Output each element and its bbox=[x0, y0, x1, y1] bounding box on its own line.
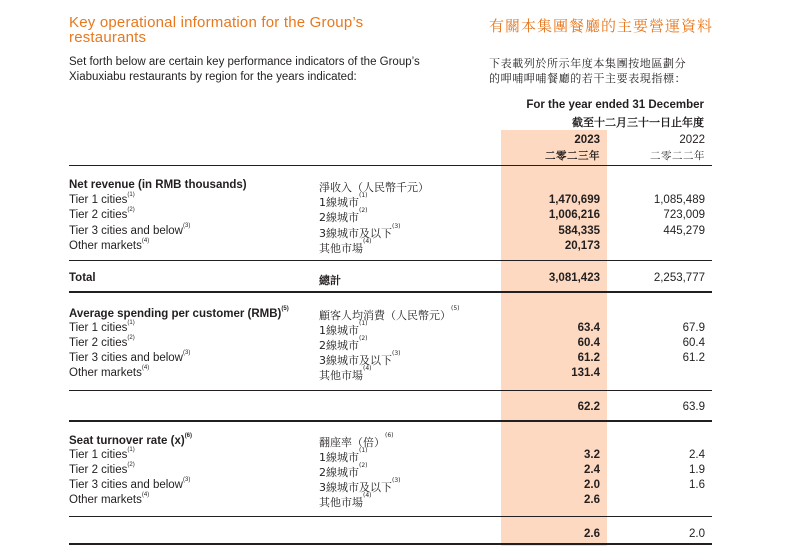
spending-row-label-en: Tier 3 cities and below$^{(3)}$ bbox=[69, 350, 191, 364]
revenue-row-label-zh: 1線城市$^{(1)}$ bbox=[319, 192, 368, 209]
turnover-row-value-2023: 2.4 bbox=[584, 464, 600, 476]
revenue-row-value-2023: 1,006,216 bbox=[548, 209, 600, 222]
revenue-row-value-2023: 584,335 bbox=[558, 224, 600, 237]
revenue-row-value-2022: 445,279 bbox=[663, 224, 705, 237]
turnover-row-value-2023: 2.0 bbox=[584, 479, 600, 491]
revenue-row-value-2022: 1,085,489 bbox=[653, 194, 705, 206]
revenue-total-rule-bottom bbox=[69, 291, 712, 293]
revenue-total-2022: 2,253,777 bbox=[653, 272, 705, 284]
spending-row-value-2023: 61.2 bbox=[577, 352, 600, 364]
spending-row-label-zh: 其他市場$^{(4)}$ bbox=[319, 365, 372, 382]
spending-row-value-2023: 131.4 bbox=[571, 367, 600, 379]
spending-title-zh: 顧客人均消費（人民幣元）$^{(5)}$ bbox=[319, 305, 460, 322]
spending-row-label-zh: 3線城市及以下$^{(3)}$ bbox=[319, 350, 401, 367]
spending-row-label-en: Other markets$^{(4)}$ bbox=[69, 365, 150, 379]
spending-row-label-zh: 1線城市$^{(1)}$ bbox=[319, 320, 368, 337]
revenue-row-label-en: Tier 3 cities and below$^{(3)}$ bbox=[69, 222, 191, 237]
revenue-row-label-en: Other markets$^{(4)}$ bbox=[69, 237, 150, 252]
turnover-row-value-2022: 1.6 bbox=[689, 479, 705, 491]
spending-row-value-2022: 61.2 bbox=[682, 352, 705, 364]
spending-row-label-en: Tier 2 cities$^{(2)}$ bbox=[69, 335, 135, 349]
turnover-row-label-zh: 3線城市及以下$^{(3)}$ bbox=[319, 477, 401, 494]
spending-title-en: Average spending per customer (RMB)$^{(5)}$ bbox=[69, 306, 289, 320]
turnover-total-2023: 2.6 bbox=[584, 528, 600, 540]
turnover-row-value-2023: 3.2 bbox=[584, 449, 600, 461]
turnover-row-value-2022: 1.9 bbox=[689, 464, 705, 476]
header-year-ended-zh: 截至十二月三十一日止年度 bbox=[572, 116, 704, 129]
revenue-row-value-2023: 1,470,699 bbox=[548, 194, 600, 206]
spending-row-value-2023: 63.4 bbox=[577, 322, 600, 334]
turnover-row-label-en: Other markets$^{(4)}$ bbox=[69, 492, 150, 506]
header-year-ended: For the year ended 31 December bbox=[526, 99, 704, 111]
turnover-total-rule-top bbox=[69, 516, 712, 517]
revenue-row-value-2022: 723,009 bbox=[663, 209, 705, 222]
turnover-total-rule-bottom bbox=[69, 543, 712, 545]
spending-row-value-2022: 67.9 bbox=[682, 322, 705, 334]
spending-row-value-2023: 60.4 bbox=[577, 337, 600, 349]
spending-total-2022: 63.9 bbox=[682, 401, 705, 413]
turnover-row-label-zh: 1線城市$^{(1)}$ bbox=[319, 447, 368, 464]
intro-text-zh: 下表載列於所示年度本集團按地區劃分 的呷哺呷哺餐廳的若干主要表現指標： bbox=[489, 57, 687, 85]
revenue-title-zh: 淨收入（人民幣千元） bbox=[319, 181, 429, 194]
revenue-row-label-zh: 2線城市$^{(2)}$ bbox=[319, 207, 368, 225]
turnover-title-zh: 翻座率（倍）$^{(6)}$ bbox=[319, 432, 394, 449]
header-2023: 2023 bbox=[574, 134, 600, 146]
revenue-row-value-2023: 20,173 bbox=[564, 239, 600, 252]
section-title-en: Key operational information for the Group’s restaurants bbox=[69, 14, 364, 46]
intro-text-en: Set forth below are certain key performance indicators of the Group’s Xiabuxiabu restaurants by region for the years indicated: bbox=[69, 56, 420, 83]
turnover-row-label-en: Tier 2 cities$^{(2)}$ bbox=[69, 462, 135, 476]
turnover-total-2022: 2.0 bbox=[689, 528, 705, 540]
turnover-row-label-zh: 其他市場$^{(4)}$ bbox=[319, 492, 372, 509]
turnover-row-label-en: Tier 3 cities and below$^{(3)}$ bbox=[69, 477, 191, 491]
header-2022: 2022 bbox=[679, 134, 705, 146]
revenue-total-label-zh: 總計 bbox=[319, 274, 341, 287]
spending-total-rule-bottom bbox=[69, 420, 712, 422]
revenue-row-label-en: Tier 2 cities$^{(2)}$ bbox=[69, 207, 135, 222]
revenue-total-2023: 3,081,423 bbox=[548, 272, 600, 284]
header-2023-zh: 二零二三年 bbox=[545, 150, 600, 162]
turnover-row-value-2023: 2.6 bbox=[584, 494, 600, 506]
turnover-title-en: Seat turnover rate $(x)^{(6)}$ bbox=[69, 433, 193, 447]
spending-row-label-en: Tier 1 cities$^{(1)}$ bbox=[69, 320, 135, 334]
revenue-total-label-en: Total bbox=[69, 272, 96, 284]
header-rule bbox=[69, 165, 712, 166]
revenue-row-label-zh: 3線城市及以下$^{(3)}$ bbox=[319, 222, 401, 240]
revenue-title-en: Net revenue (in RMB thousands) bbox=[69, 179, 247, 191]
revenue-row-label-zh: 其他市場$^{(4)}$ bbox=[319, 237, 372, 255]
turnover-row-label-en: Tier 1 cities$^{(1)}$ bbox=[69, 447, 135, 461]
spending-total-rule-top bbox=[69, 390, 712, 391]
header-2022-zh: 二零二二年 bbox=[650, 150, 705, 162]
turnover-row-label-zh: 2線城市$^{(2)}$ bbox=[319, 462, 368, 479]
revenue-total-rule-top bbox=[69, 260, 712, 261]
revenue-row-label-en: Tier 1 cities$^{(1)}$ bbox=[69, 192, 135, 206]
spending-total-2023: 62.2 bbox=[577, 401, 600, 413]
spending-row-label-zh: 2線城市$^{(2)}$ bbox=[319, 335, 368, 352]
spending-row-value-2022: 60.4 bbox=[682, 337, 705, 349]
turnover-row-value-2022: 2.4 bbox=[689, 449, 705, 461]
section-title-zh: 有關本集團餐廳的主要營運資料 bbox=[489, 17, 714, 35]
